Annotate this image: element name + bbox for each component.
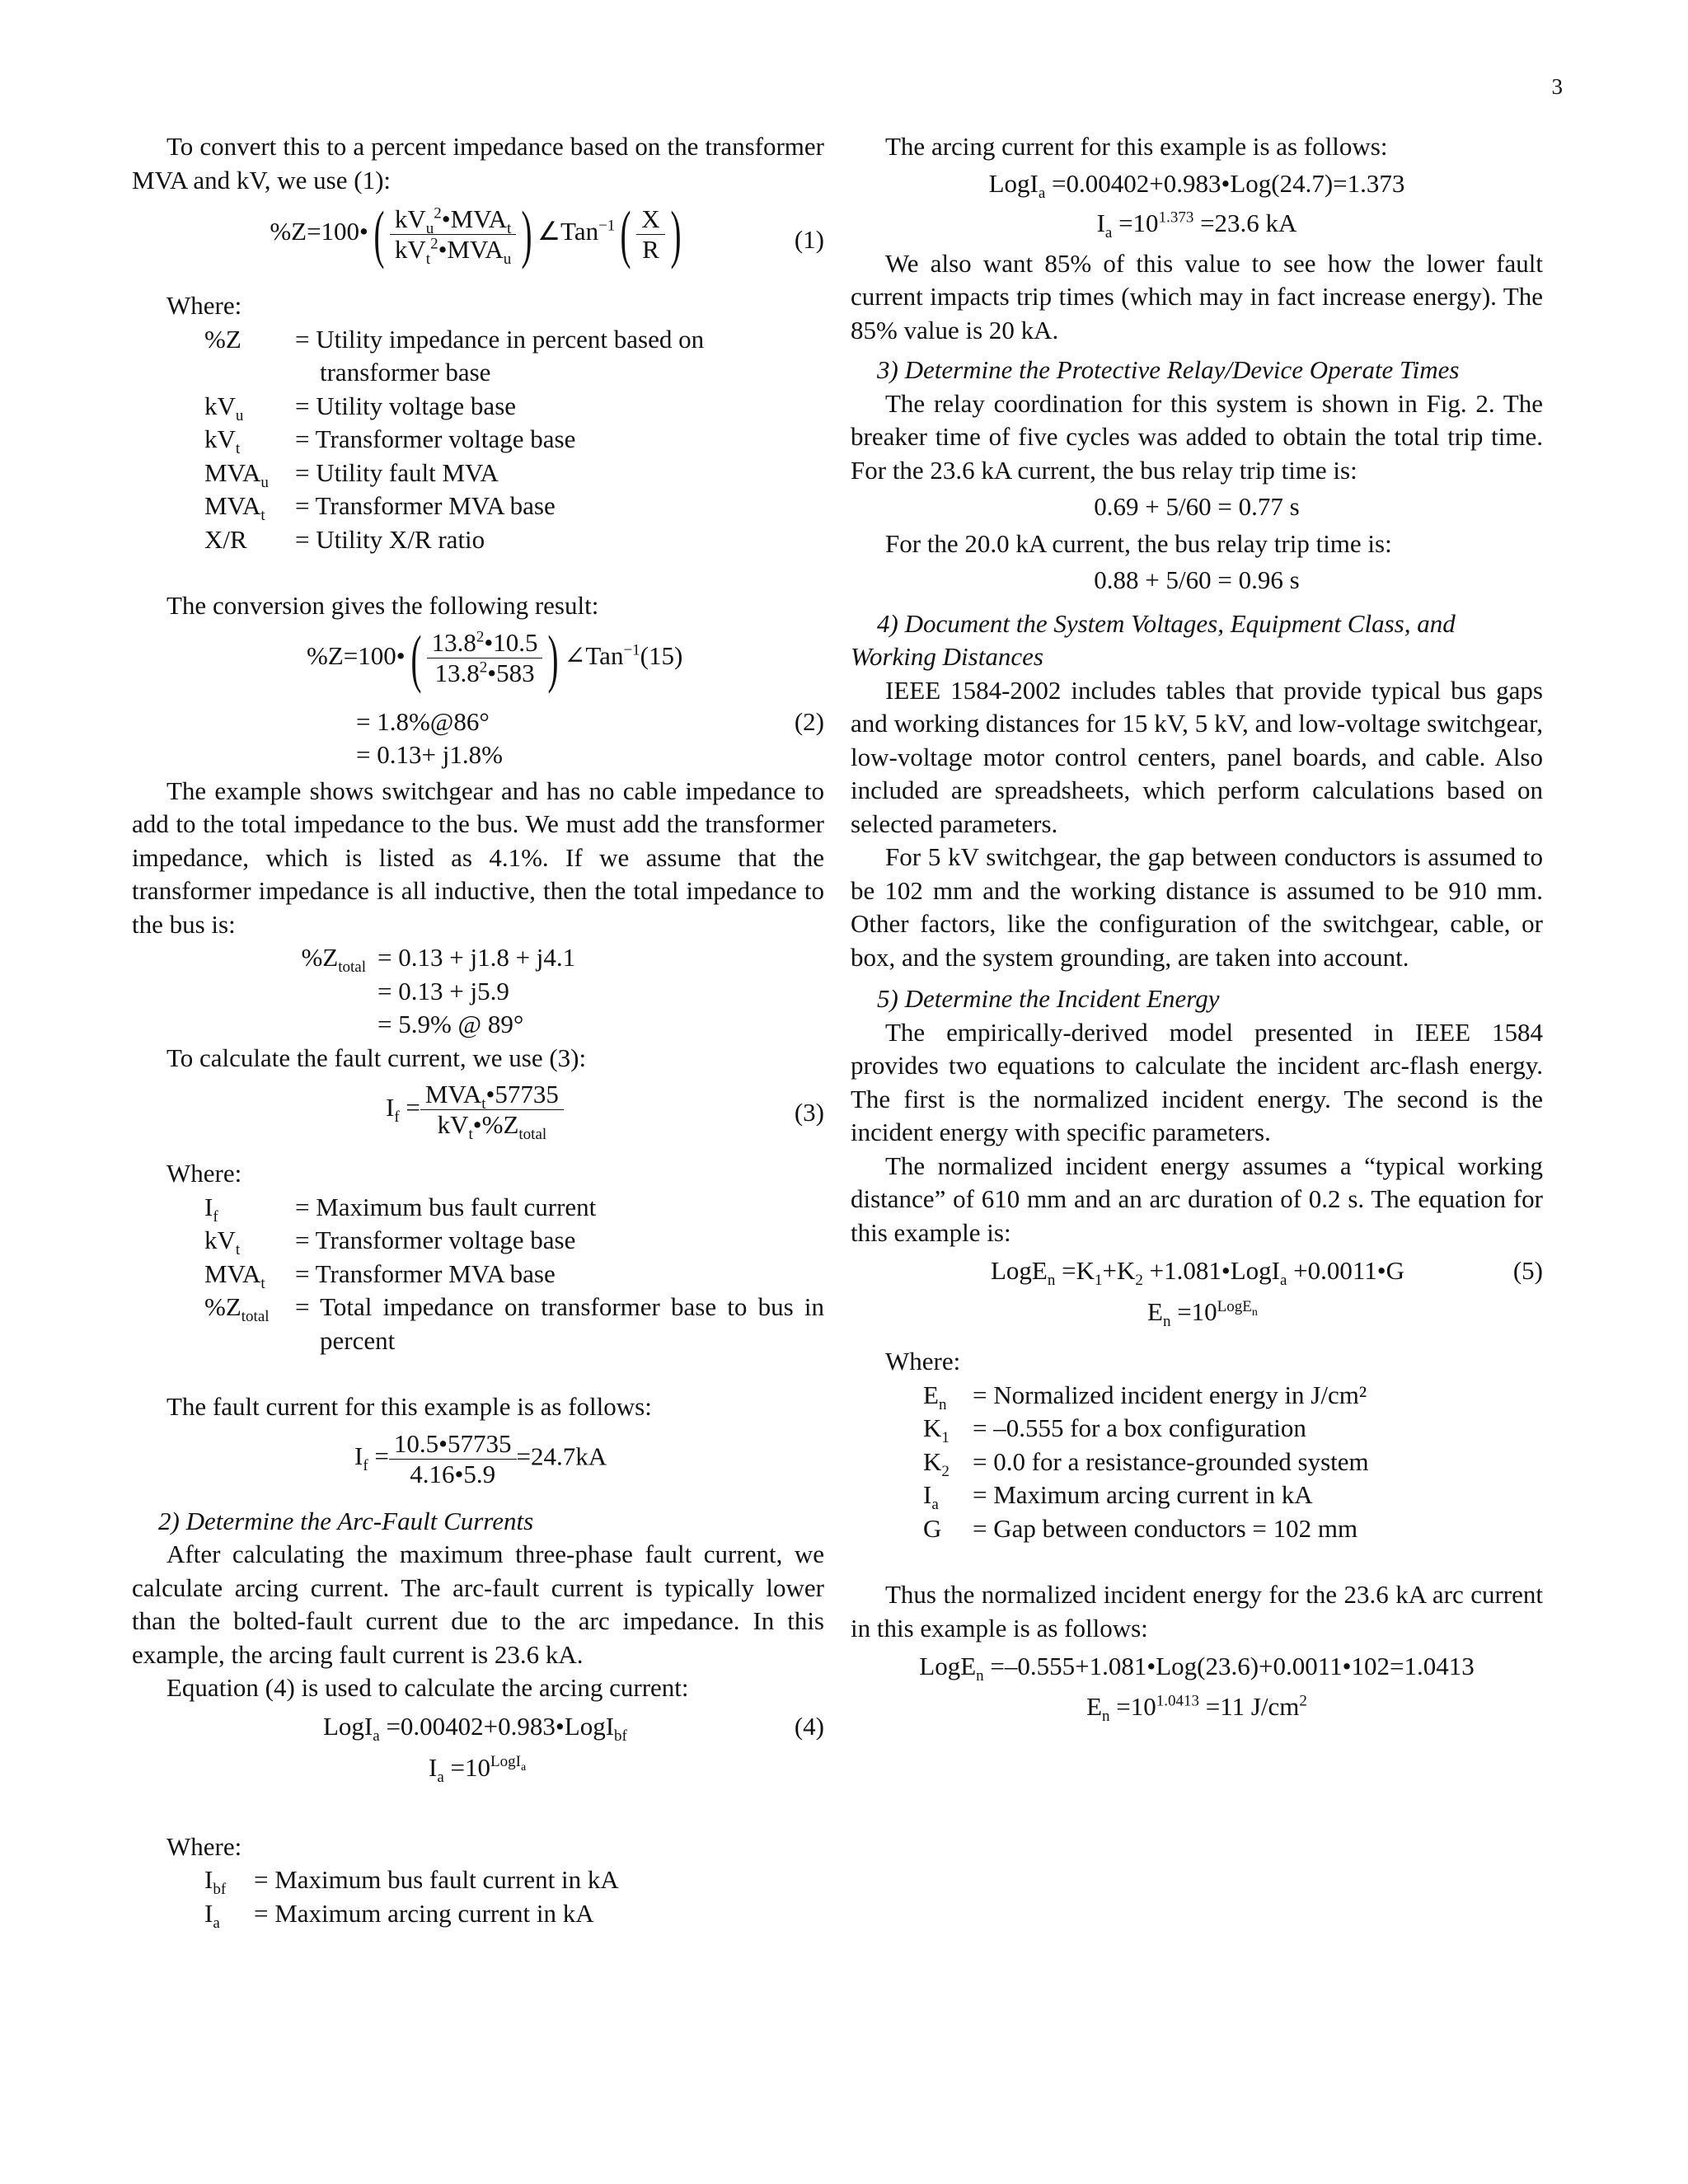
definition-row: $kV_t$ = Transformer voltage base (204, 424, 576, 458)
paragraph: For the 20.0 kA current, the bus relay trip time is: (885, 528, 1392, 558)
definition-row: $MVA_t$ = Transformer MVA base (204, 491, 556, 525)
paragraph: The relay coordination for this system is shown in Fig. 2. The breaker time of five cycles was added to obtain the total trip time. For the 23.6 kA current, the bus relay trip time is: (851, 388, 1543, 485)
equation-number: (5) (1512, 1256, 1543, 1285)
definition-row: $I_a$ = Maximum arcing current in kA (204, 1898, 594, 1932)
paragraph: For 5 kV switchgear, the gap between conductors is assumed to be 102 mm and the working distance is assumed to be 910 mm. Other factors, like the configuration of the switchgear, cable, or box, and the system grounding, are taken into account. (851, 842, 1543, 972)
equation-number: (3) (794, 1098, 824, 1127)
paragraph: IEEE 1584-2002 includes tables that provide typical bus gaps and working distances for 15 kV, 5 kV, and low-voltage switchgear, low-voltage motor control centers, panel boards, and cable. Also included are spreadsheets, which perform calculations based on selected parameters. (851, 675, 1543, 838)
paragraph: The fault current for this example is as follows: (166, 1392, 652, 1421)
definition-row: $I_{bf}$ = Maximum bus fault current in kA (204, 1865, 619, 1899)
where-label: Where: (166, 291, 242, 320)
total-impedance: $\%Z_{total} = 0.13 + j1.8 + j4.1$ = 0.13 + j5.9 = 5.9% @ 89° (301, 943, 576, 1038)
paragraph: The arcing current for this example is as follows: (885, 132, 1388, 161)
where-label: Where: (885, 1347, 961, 1376)
equation-number: (1) (794, 225, 824, 254)
paragraph: Equation (4) is used to calculate the arcing current: (166, 1673, 689, 1702)
arcing-current-equation: $I_a =10^{1.373} =23.6$ kA (1096, 209, 1297, 242)
definition-row: $K_2$ = 0.0 for a resistance-grounded system (923, 1446, 1369, 1480)
definition-row: $I_f$ = Maximum bus fault current (204, 1192, 597, 1226)
section-heading: 3) Determine the Protective Relay/Device Operate Times (877, 355, 1460, 384)
paragraph: The example shows switchgear and has no cable impedance to add to the total impedance to the bus. We must add the transformer impedance, which is listed as 4.1%. If we assume that the transformer impedance is all inductive, then the total impedance to the bus is: (132, 776, 824, 939)
paragraph: The empirically-derived model presented in IEEE 1584 provides two equations to calculate the incident arc-flash energy. The first is the normalized incident energy. The second is the incident energy with specific parameters. (851, 1017, 1543, 1146)
paragraph: The conversion gives the following result: (166, 591, 599, 620)
paragraph: To calculate the fault current, we use (3): (166, 1043, 587, 1072)
equation-1: %Z=100•( $\frac{kV_u^2•MVA_t}{kV_t^2•MVA_u}$ ) ∠Tan$^{-1}$( $\frac{X}{R}$ ) (1) (270, 198, 824, 269)
where-label: Where: (166, 1831, 242, 1861)
equation-number: (4) (794, 1711, 824, 1741)
section-heading: 5) Determine the Incident Energy (877, 984, 1220, 1013)
definition-row: $I_a$ = Maximum arcing current in kA (923, 1480, 1313, 1514)
definition-row: $MVA_t$ = Transformer MVA base (204, 1258, 556, 1292)
definition-row: $E_n$ = Normalized incident energy in J/cm² (923, 1380, 1367, 1413)
right-column (851, 130, 1543, 1730)
trip-time-equation: 0.69 + 5/60 = 0.77 s (1094, 492, 1300, 521)
paragraph: After calculating the maximum three-phase fault current, we calculate arcing current. The arc-fault current is typically lower than the bolted-fault current due to the arc impedance. In this example, the arcing fault current is 23.6 kA. (132, 1540, 824, 1669)
definition-row: $\%Z_{total}$ = Total impedance on transformer base to bus in percent (204, 1292, 824, 1355)
definition-row: $kV_t$ = Transformer voltage base (204, 1226, 576, 1259)
energy-log-equation: LogE$_n$ =–0.555+1.081•Log(23.6)+0.0011•102=1.0413 (919, 1652, 1475, 1685)
paragraph: To convert this to a percent impedance based on the transformer MVA and kV, we use (1): (132, 132, 824, 194)
where-label: Where: (166, 1159, 242, 1188)
section-heading: 4) Document the System Voltages, Equipment Class, and Working Distances (851, 608, 1456, 671)
paragraph: We also want 85% of this value to see how the lower fault current impacts trip times (which may in fact increase energy). The 85% value is 20 kA. (851, 248, 1543, 344)
left-column (132, 130, 824, 1930)
paragraph: The normalized incident energy assumes a “typical working distance” of 610 mm and an arc duration of 0.2 s. The equation for this example is: (851, 1151, 1543, 1247)
definition-row: $kV_u$ = Utility voltage base (204, 391, 517, 424)
equation-number: (2) (794, 706, 824, 736)
equation-4: LogI$_a$ =0.00402+0.983•LogI$_{bf}$ $I_a =10^{LogI_a}$ (4) (323, 1711, 824, 1786)
definition-row: X/R = Utility X/R ratio (204, 524, 485, 554)
definition-row: $K_1$ = –0.555 for a box configuration (923, 1413, 1306, 1447)
definition-row: G = Gap between conductors = 102 mm (923, 1513, 1358, 1543)
paragraph: Thus the normalized incident energy for the 23.6 kA arc current in this example is as follows: (851, 1580, 1543, 1643)
fault-current-equation: $I_f$ = $\frac{10.5•57735}{4.16•5.9}$ =24.7kA (354, 1428, 607, 1488)
page-number: 3 (1551, 74, 1563, 99)
section-heading: 2) Determine the Arc-Fault Currents (158, 1506, 534, 1535)
equation-5: LogE$_n$ $=K_1+K_2$ +1.081•LogI$_a$ +0.0011•G $E_n =10^{LogE_n}$ (5) (991, 1256, 1543, 1331)
energy-equation: $E_n =10^{1.0413} =11$ $J/cm^2$ (1086, 1691, 1307, 1725)
equation-3: $I_f$ = $\frac{MVA_t•57735}{kV_t•\%Z_{total}}$ (3) (386, 1080, 824, 1144)
arcing-current-log-equation: LogI$_a$ =0.00402+0.983•Log(24.7)=1.373 (988, 168, 1405, 202)
equation-2: %Z=100•( $\frac{13.8^2•10.5}{13.8^2•583}$ ) ∠Tan$^{-1}$(15) = 1.8%@86° = 0.13+ j1.8% (2) (307, 621, 824, 769)
definition-row: %Z = Utility impedance in percent based on transformer base (204, 324, 705, 387)
definition-row: $MVA_u$ = Utility fault MVA (204, 457, 499, 491)
trip-time-equation: 0.88 + 5/60 = 0.96 s (1094, 565, 1300, 594)
